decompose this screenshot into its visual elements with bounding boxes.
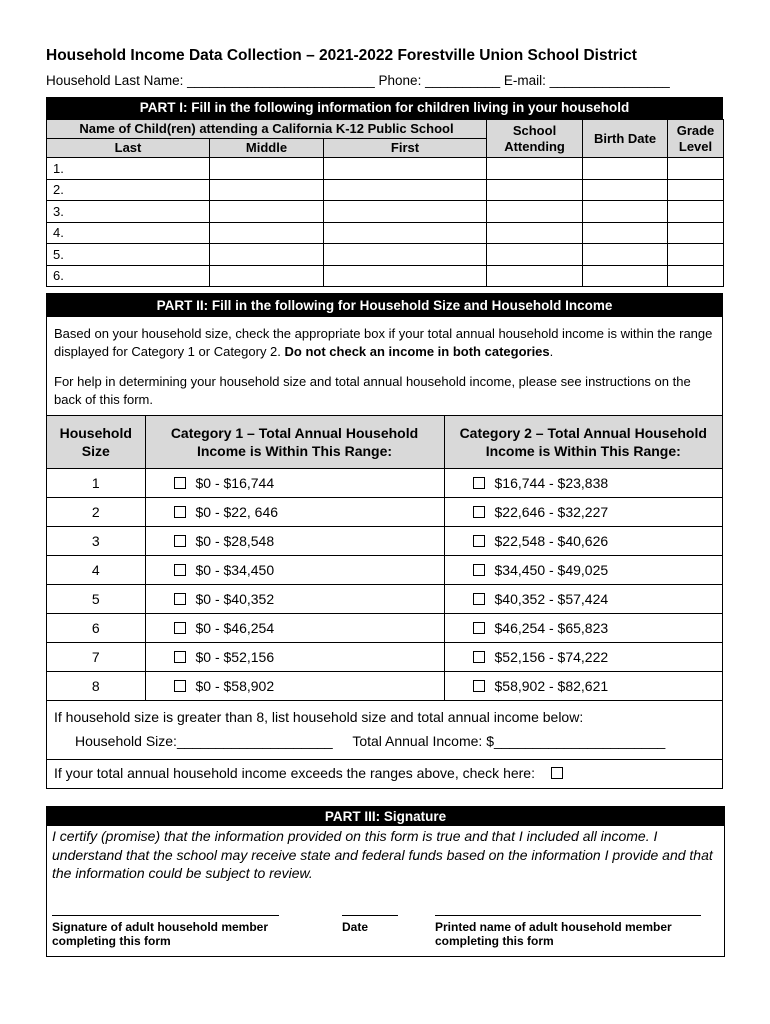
school-cell[interactable] (487, 244, 583, 266)
income-row (47, 643, 722, 672)
household-size-cell: 6 (47, 614, 145, 643)
child-row (47, 265, 724, 287)
category1-checkbox[interactable] (174, 477, 186, 489)
last-name-header: Last (47, 139, 210, 158)
instructions-warning: Do not check an income in both categories (284, 344, 550, 359)
category2-range: $16,744 - $23,838 (494, 475, 609, 491)
household-size-cell: 2 (47, 498, 145, 527)
grade-cell[interactable] (668, 222, 724, 244)
exceeds-checkbox[interactable] (551, 767, 563, 779)
category1-option[interactable] (145, 672, 444, 701)
category2-range: $46,254 - $65,823 (494, 620, 609, 636)
household-size-cell: 8 (47, 672, 145, 701)
income-row (47, 498, 722, 527)
category2-header: Category 2 – Total Annual Household Income is Within This Range: (444, 416, 722, 469)
child-row-number[interactable]: 4. (47, 222, 210, 244)
instructions-period: . (549, 344, 554, 359)
category2-range: $22,548 - $40,626 (494, 533, 609, 549)
category2-checkbox[interactable] (473, 593, 485, 605)
birth-cell[interactable] (583, 265, 668, 287)
category2-checkbox[interactable] (473, 680, 485, 692)
category1-option[interactable] (145, 498, 444, 527)
signature-line (52, 915, 279, 916)
category2-checkbox[interactable] (473, 535, 485, 547)
household-size-field[interactable]: Household Size:____________________ (75, 733, 333, 749)
exceeds-row (47, 759, 722, 792)
certification-text: I certify (promise) that the information provided on this form is true and that I included all income. I understand that the school may receive state and federal funds based on the information I provide and that the information could be subject to review. (52, 828, 713, 881)
child-row (47, 244, 724, 266)
middle-cell[interactable] (210, 222, 324, 244)
total-income-field[interactable]: Total Annual Income: $______________________ (352, 733, 666, 749)
category1-option[interactable] (145, 643, 444, 672)
category1-checkbox[interactable] (174, 622, 186, 634)
category1-checkbox[interactable] (174, 680, 186, 692)
income-table (47, 415, 722, 701)
school-cell[interactable] (487, 179, 583, 201)
category1-option[interactable] (145, 527, 444, 556)
category1-range: $0 - $52,156 (195, 649, 275, 665)
category1-checkbox[interactable] (174, 564, 186, 576)
grade-cell[interactable] (668, 265, 724, 287)
first-cell[interactable] (324, 158, 487, 180)
part1-heading: PART I: Fill in the following information for children living in your household (46, 97, 723, 119)
middle-cell[interactable] (210, 179, 324, 201)
category1-range: $0 - $28,548 (195, 533, 275, 549)
household-info-line[interactable]: Household Last Name: _________________________ Phone: __________ E-mail: ________________ (46, 73, 670, 88)
child-row-number[interactable]: 2. (47, 179, 210, 201)
part3-section (46, 806, 725, 957)
category2-option[interactable] (444, 614, 722, 643)
category2-option[interactable] (444, 672, 722, 701)
child-name-group-header: Name of Child(ren) attending a California K-12 Public School (47, 120, 487, 139)
category2-checkbox[interactable] (473, 564, 485, 576)
category1-option[interactable] (145, 585, 444, 614)
category1-range: $0 - $22, 646 (195, 504, 279, 520)
category2-option[interactable] (444, 585, 722, 614)
birth-cell[interactable] (583, 244, 668, 266)
date-line (342, 915, 398, 916)
first-name-header: First (324, 139, 487, 158)
school-cell[interactable] (487, 222, 583, 244)
category1-option[interactable] (145, 556, 444, 585)
category1-checkbox[interactable] (174, 506, 186, 518)
instructions-paragraph (47, 317, 722, 361)
category2-checkbox[interactable] (473, 477, 485, 489)
grade-cell[interactable] (668, 179, 724, 201)
middle-name-header: Middle (210, 139, 324, 158)
middle-cell[interactable] (210, 201, 324, 223)
help-paragraph: For help in determining your household size and total annual household income, please see instructions on the back of this form. (54, 374, 691, 407)
category1-checkbox[interactable] (174, 593, 186, 605)
over-8-fields (47, 729, 722, 755)
household-size-cell: 4 (47, 556, 145, 585)
date-block[interactable] (342, 915, 398, 934)
category2-option[interactable] (444, 498, 722, 527)
date-label: Date (342, 920, 369, 934)
child-row (47, 201, 724, 223)
child-row (47, 158, 724, 180)
income-row (47, 469, 722, 498)
part2-heading: PART II: Fill in the following for Household Size and Household Income (47, 294, 722, 317)
category1-checkbox[interactable] (174, 651, 186, 663)
category1-checkbox[interactable] (174, 535, 186, 547)
grade-cell[interactable] (668, 201, 724, 223)
first-cell[interactable] (324, 201, 487, 223)
category1-range: $0 - $40,352 (195, 591, 275, 607)
child-row-number[interactable]: 6. (47, 265, 210, 287)
income-row (47, 672, 722, 701)
category2-range: $52,156 - $74,222 (494, 649, 609, 665)
first-cell[interactable] (324, 222, 487, 244)
child-row (47, 179, 724, 201)
over-8-note: If household size is greater than 8, list household size and total annual income below: (54, 709, 584, 725)
category2-range: $40,352 - $57,424 (494, 591, 609, 607)
grade-cell[interactable] (668, 244, 724, 266)
signature-label: Signature of adult household member completing this form (52, 920, 269, 948)
category1-range: $0 - $46,254 (195, 620, 275, 636)
category2-range: $34,450 - $49,025 (494, 562, 609, 578)
category1-range: $0 - $58,902 (195, 678, 275, 694)
school-attending-header: School Attending (487, 120, 583, 158)
income-row (47, 614, 722, 643)
birth-cell[interactable] (583, 158, 668, 180)
household-size-cell: 5 (47, 585, 145, 614)
part1-section (46, 97, 723, 287)
income-row (47, 585, 722, 614)
signature-block[interactable] (52, 915, 279, 948)
children-table (46, 119, 724, 287)
household-size-cell: 7 (47, 643, 145, 672)
child-row (47, 222, 724, 244)
category1-range: $0 - $34,450 (195, 562, 275, 578)
school-cell[interactable] (487, 201, 583, 223)
school-cell[interactable] (487, 158, 583, 180)
birth-date-header: Birth Date (583, 120, 668, 158)
instructions-text: Based on your household size, check the appropriate box if your total annual household income is within the range displayed for Category 1 or Category 2. (54, 326, 713, 359)
printed-name-label: Printed name of adult household member completing this form (435, 920, 672, 948)
school-cell[interactable] (487, 265, 583, 287)
grade-level-header: Grade Level (668, 120, 724, 158)
category1-option[interactable] (145, 614, 444, 643)
household-size-cell: 3 (47, 527, 145, 556)
middle-cell[interactable] (210, 265, 324, 287)
category2-option[interactable] (444, 527, 722, 556)
middle-cell[interactable] (210, 244, 324, 266)
income-row (47, 556, 722, 585)
category1-header: Category 1 – Total Annual Household Income is Within This Range: (145, 416, 444, 469)
printed-name-line (435, 915, 701, 916)
page-title: Household Income Data Collection – 2021-2022 Forestville Union School District (46, 47, 637, 64)
category2-option[interactable] (444, 469, 722, 498)
exceeds-text: If your total annual household income exceeds the ranges above, check here: (54, 765, 535, 781)
category2-range: $22,646 - $32,227 (494, 504, 609, 520)
category1-option[interactable] (145, 469, 444, 498)
category2-option[interactable] (444, 556, 722, 585)
category2-checkbox[interactable] (473, 506, 485, 518)
printed-name-block[interactable] (435, 915, 701, 948)
child-row-number[interactable]: 5. (47, 244, 210, 266)
first-cell[interactable] (324, 179, 487, 201)
category2-range: $58,902 - $82,621 (494, 678, 609, 694)
part3-heading: PART III: Signature (47, 807, 724, 826)
middle-cell[interactable] (210, 158, 324, 180)
category2-checkbox[interactable] (473, 651, 485, 663)
birth-cell[interactable] (583, 179, 668, 201)
household-size-header: Household Size (47, 416, 145, 469)
first-cell[interactable] (324, 265, 487, 287)
grade-cell[interactable] (668, 158, 724, 180)
household-size-cell: 1 (47, 469, 145, 498)
birth-cell[interactable] (583, 201, 668, 223)
birth-cell[interactable] (583, 222, 668, 244)
category1-range: $0 - $16,744 (195, 475, 275, 491)
child-row-number[interactable]: 3. (47, 201, 210, 223)
category2-checkbox[interactable] (473, 622, 485, 634)
part2-section (46, 293, 723, 789)
child-row-number[interactable]: 1. (47, 158, 210, 180)
income-row (47, 527, 722, 556)
first-cell[interactable] (324, 244, 487, 266)
category2-option[interactable] (444, 643, 722, 672)
